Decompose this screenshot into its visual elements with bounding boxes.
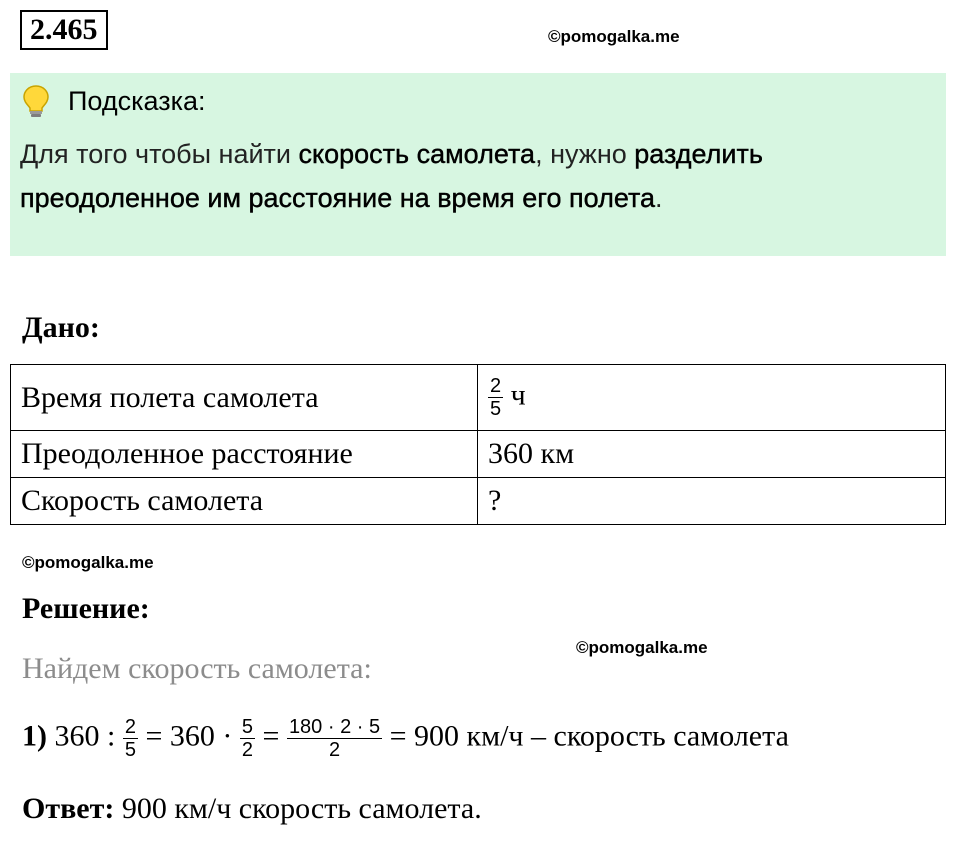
- watermark-mid: ©pomogalka.me: [22, 553, 154, 572]
- given-label: Преодоленное расстояние: [11, 431, 478, 478]
- fraction: $\frac{180 \cdot 2 \cdot 5}{2}$: [288, 716, 381, 761]
- given-value: $\frac{2}{5}$ ч: [478, 365, 946, 431]
- table-row: [11, 478, 946, 525]
- given-label: Скорость самолета: [11, 478, 478, 525]
- solution-intro: Найдем скорость самолета:: [22, 652, 372, 685]
- given-heading: Дано:: [22, 311, 100, 344]
- solution-heading: Решение:: [22, 592, 150, 625]
- hint-title: Подсказка:: [68, 86, 206, 116]
- lightbulb-icon: [22, 84, 50, 118]
- given-value: 360 км: [478, 431, 946, 478]
- fraction: $\frac{2}{5}$: [124, 716, 136, 761]
- hint-text: Для того чтобы найти скорость самолета, нужно разделить преодоленное им расстояние на время его полета.: [20, 139, 763, 213]
- given-value: ?: [478, 478, 946, 525]
- answer-text: 900 км/ч скорость самолета.: [114, 792, 482, 825]
- given-label: Время полета самолета: [11, 365, 478, 431]
- task-number: 2.465: [20, 10, 108, 50]
- solution-step: 1) 360 : $\frac{2}{5}$ = 360 · $\frac{5}{2}$ = $\frac{180 \cdot 2 \cdot 5}{2}$ = 900 км/ч – скорость самолета: [22, 716, 789, 761]
- given-table: [10, 364, 946, 525]
- fraction: $\frac{2}{5}$: [490, 375, 502, 420]
- hint-bold-rule: разделить преодоленное им расстояние на время его полета: [20, 139, 763, 213]
- watermark-top: ©pomogalka.me: [548, 27, 680, 46]
- fraction: $\frac{5}{2}$: [241, 716, 254, 761]
- hint-bold-speed: скорость самолета: [298, 139, 536, 169]
- table-row: [11, 431, 946, 478]
- watermark-solution: ©pomogalka.me: [576, 638, 708, 657]
- table-row: [11, 365, 946, 431]
- answer-line: [22, 792, 482, 826]
- answer-label: Ответ:: [22, 792, 115, 825]
